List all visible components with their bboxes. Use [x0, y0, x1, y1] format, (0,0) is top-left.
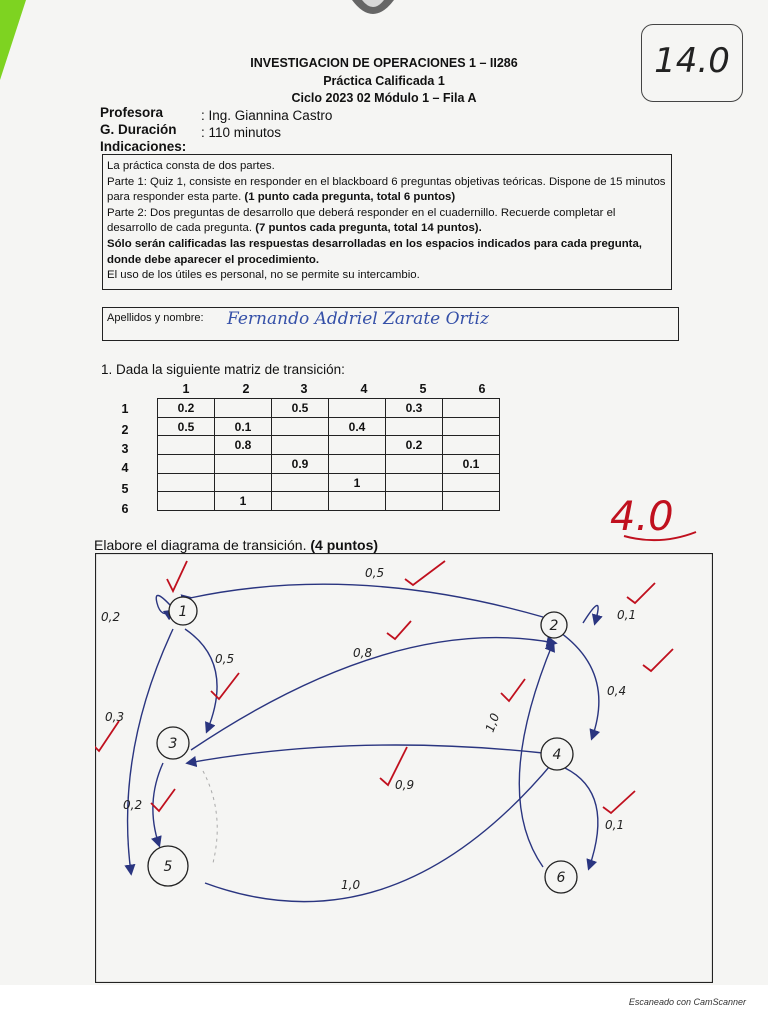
matrix-row-header: 5	[121, 482, 129, 496]
matrix-cell: 0.1	[443, 455, 500, 474]
matrix-cell	[329, 399, 386, 418]
matrix-row	[158, 436, 500, 455]
indications-label: Indicaciones:	[100, 139, 187, 154]
matrix-cell: 0.5	[158, 417, 215, 436]
matrix-cell: 0.4	[329, 417, 386, 436]
matrix-cell: 0.2	[386, 436, 443, 455]
cycle-title: Ciclo 2023 02 Módulo 1 – Fila A	[291, 91, 477, 105]
matrix-cell	[443, 492, 500, 511]
duration-label: G. Duración	[100, 122, 177, 137]
matrix-cell: 1	[329, 473, 386, 492]
transition-diagram	[95, 553, 713, 983]
total-score-box	[641, 24, 743, 102]
indication-part1: Parte 1: Quiz 1, consiste en responder en el blackboard 6 preguntas objetivas teóricas. Dispone de 15 minutos para responder esta parte. (1 punto cada pregunta, total 6 puntos)	[107, 175, 666, 204]
matrix-cell	[329, 492, 386, 511]
check-mark-icon	[627, 583, 655, 603]
matrix-cell: 0.9	[272, 455, 329, 474]
matrix-col-header: 1	[182, 382, 190, 396]
matrix-cell: 0.5	[272, 399, 329, 418]
matrix-cell	[215, 399, 272, 418]
matrix-cell: 0.1	[215, 417, 272, 436]
diagram-node-label: 6	[556, 870, 566, 886]
indication-part2: Parte 2: Dos preguntas de desarrollo que deberá responder en el cuadernillo. Recuerde completar el desarrollo de cada pregunta. (7 puntos cada pregunta, total 14 puntos).	[107, 206, 616, 235]
question-score-mark	[600, 484, 710, 554]
diagram-node-label: 3	[168, 736, 178, 752]
matrix-cell: 1	[215, 492, 272, 511]
student-name-label: Apellidos y nombre:	[107, 312, 204, 324]
matrix-cell	[272, 417, 329, 436]
check-mark-icon	[603, 791, 635, 813]
edge-label: 1,0	[341, 878, 361, 892]
matrix-cell	[215, 473, 272, 492]
scanner-footer: Escaneado con CamScanner	[628, 997, 746, 1007]
edge-label: 0,2	[101, 610, 121, 624]
teacher-value: : Ing. Giannina Castro	[201, 108, 333, 123]
matrix-cell: 0.8	[215, 436, 272, 455]
exam-title: Práctica Calificada 1	[323, 74, 445, 88]
matrix-cell	[443, 399, 500, 418]
matrix-cell	[443, 417, 500, 436]
transition-matrix	[157, 398, 500, 511]
matrix-cell	[386, 492, 443, 511]
student-name: Fernando Addriel Zarate Ortiz	[227, 309, 489, 329]
check-mark-icon	[405, 561, 445, 585]
matrix-row	[158, 399, 500, 418]
matrix-row-header: 1	[121, 402, 129, 416]
university-logo-icon	[348, 0, 398, 22]
matrix-row	[158, 473, 500, 492]
matrix-col-header: 6	[478, 382, 486, 396]
matrix-row-header: 6	[121, 502, 129, 516]
edge-label: 0,8	[353, 646, 373, 660]
edge-label: 0,3	[105, 710, 125, 724]
check-mark-icon	[643, 649, 673, 671]
matrix-cell	[158, 492, 215, 511]
diagram-node-label: 5	[163, 859, 173, 875]
matrix-row-header: 3	[121, 442, 129, 456]
matrix-col-header: 3	[300, 382, 308, 396]
matrix-row	[158, 492, 500, 511]
edge-label: 0,4	[607, 684, 627, 698]
diagram-node-label: 4	[552, 747, 562, 763]
matrix-col-header: 4	[360, 382, 368, 396]
question-score: 4.0	[610, 494, 674, 540]
matrix-row-header: 2	[121, 423, 129, 437]
matrix-cell	[443, 436, 500, 455]
matrix-cell	[272, 473, 329, 492]
matrix-cell	[329, 455, 386, 474]
matrix-cell: 0.3	[386, 399, 443, 418]
matrix-col-header: 5	[419, 382, 427, 396]
matrix-col-header: 2	[242, 382, 250, 396]
edge-label: 0,1	[617, 608, 637, 622]
diagram-node-label: 2	[549, 618, 559, 634]
diagram-node-label: 1	[178, 604, 188, 620]
matrix-cell	[386, 473, 443, 492]
matrix-row	[158, 455, 500, 474]
edge-label: 0,9	[395, 778, 415, 792]
course-title: INVESTIGACION DE OPERACIONES 1 – II286	[250, 56, 518, 70]
duration-value: : 110 minutos	[201, 125, 282, 140]
matrix-cell	[272, 492, 329, 511]
matrix-row	[158, 417, 500, 436]
indication-line: El uso de los útiles es personal, no se permite su intercambio.	[107, 269, 420, 282]
total-score: 14.0	[654, 41, 730, 81]
edge-label: 0,1	[605, 818, 625, 832]
teacher-label: Profesora	[100, 105, 164, 120]
student-name-box	[102, 307, 679, 341]
check-mark-icon	[211, 673, 239, 699]
indication-line: Sólo serán calificadas las respuestas desarrolladas en los espacios indicados para cada pregunta, donde debe aparecer el procedimiento.	[107, 237, 642, 266]
matrix-cell	[386, 417, 443, 436]
diagram-task: Elabore el diagrama de transición. (4 puntos)	[94, 537, 379, 553]
edge-label: 0,5	[215, 652, 235, 666]
matrix-cell	[158, 436, 215, 455]
check-mark-icon	[387, 621, 411, 639]
check-mark-icon	[167, 561, 187, 591]
question1-prompt: 1. Dada la siguiente matriz de transición:	[101, 362, 345, 377]
check-mark-icon	[501, 679, 525, 701]
matrix-cell	[386, 455, 443, 474]
matrix-cell	[329, 436, 386, 455]
matrix-cell: 0.2	[158, 399, 215, 418]
matrix-cell	[215, 455, 272, 474]
matrix-cell	[158, 473, 215, 492]
edge-label: 0,5	[365, 566, 385, 580]
edge-label: 1,0	[482, 711, 503, 735]
matrix-cell	[158, 455, 215, 474]
check-mark-icon	[95, 721, 119, 751]
edge-label: 0,2	[123, 798, 143, 812]
indications-box	[102, 154, 672, 290]
matrix-cell	[272, 436, 329, 455]
indication-line: La práctica consta de dos partes.	[107, 160, 275, 172]
matrix-row-header: 4	[121, 461, 129, 475]
matrix-cell	[443, 473, 500, 492]
